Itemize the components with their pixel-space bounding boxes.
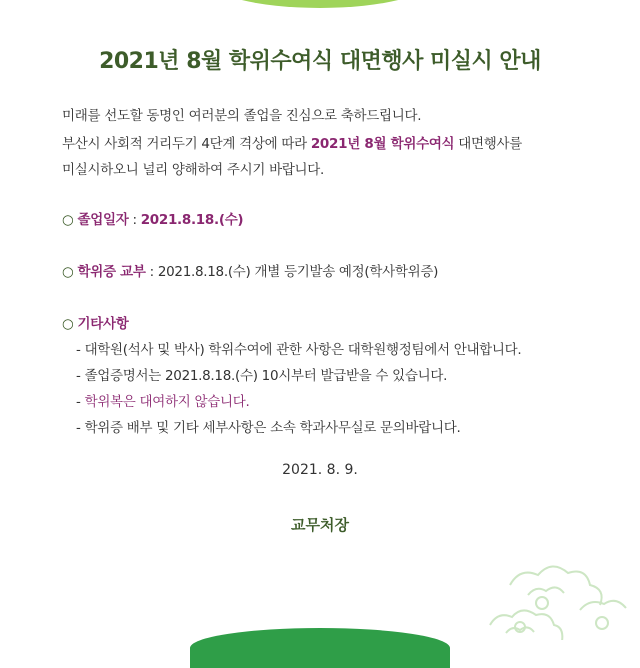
- cloud-pattern-icon: [470, 555, 640, 640]
- diploma-delivery-item: [62, 260, 438, 280]
- circle-marker-icon: ○: [62, 212, 74, 228]
- note-gown-prefix: -: [76, 394, 85, 410]
- circle-marker-icon: ○: [62, 264, 74, 280]
- note-certificate: - 졸업증명서는 2021.8.18.(수) 10시부터 발급받을 수 있습니다.: [76, 368, 448, 384]
- graduation-date-value: 2021.8.18.(수): [140, 212, 244, 228]
- graduation-date-item: [62, 208, 243, 228]
- diploma-delivery-separator: :: [145, 264, 158, 280]
- intro-line-2-suffix: 대면행사를: [454, 136, 523, 152]
- signature: 교무처장: [291, 516, 349, 534]
- note-diploma-inquiry: - 학위증 배부 및 기타 세부사항은 소속 학과사무실로 문의바랍니다.: [76, 420, 461, 436]
- intro-line-2-prefix: 부산시 사회적 거리두기 4단계 격상에 따라: [62, 136, 311, 152]
- intro-line-2-highlight: 2021년 8월 학위수여식: [310, 136, 455, 152]
- notice-date: 2021. 8. 9.: [282, 462, 358, 478]
- note-graduate-school: - 대학원(석사 및 박사) 학위수여에 관한 사항은 대학원행정팀에서 안내합니다.: [76, 342, 522, 358]
- intro-line-1: 미래를 선도할 동명인 여러분의 졸업을 진심으로 축하드립니다.: [62, 108, 422, 124]
- other-notes-label: 기타사항: [77, 316, 129, 332]
- top-decorative-arc: [205, 0, 435, 8]
- diploma-delivery-label: 학위증 교부: [77, 264, 146, 280]
- circle-marker-icon: ○: [62, 316, 74, 332]
- graduation-date-separator: :: [128, 212, 141, 228]
- note-gown-highlight: 학위복은 대여하지 않습니다.: [84, 394, 250, 410]
- bottom-decorative-swoosh: [190, 628, 450, 668]
- page-title: 2021년 8월 학위수여식 대면행사 미실시 안내: [99, 49, 541, 74]
- graduation-date-label: 졸업일자: [77, 212, 129, 228]
- intro-line-2: [62, 132, 522, 152]
- note-gown: [76, 390, 249, 410]
- other-notes-heading: [62, 312, 128, 332]
- diploma-delivery-value: 2021.8.18.(수) 개별 등기발송 예정(학사학위증): [157, 264, 439, 280]
- intro-line-3: 미실시하오니 널리 양해하여 주시기 바랍니다.: [62, 162, 325, 178]
